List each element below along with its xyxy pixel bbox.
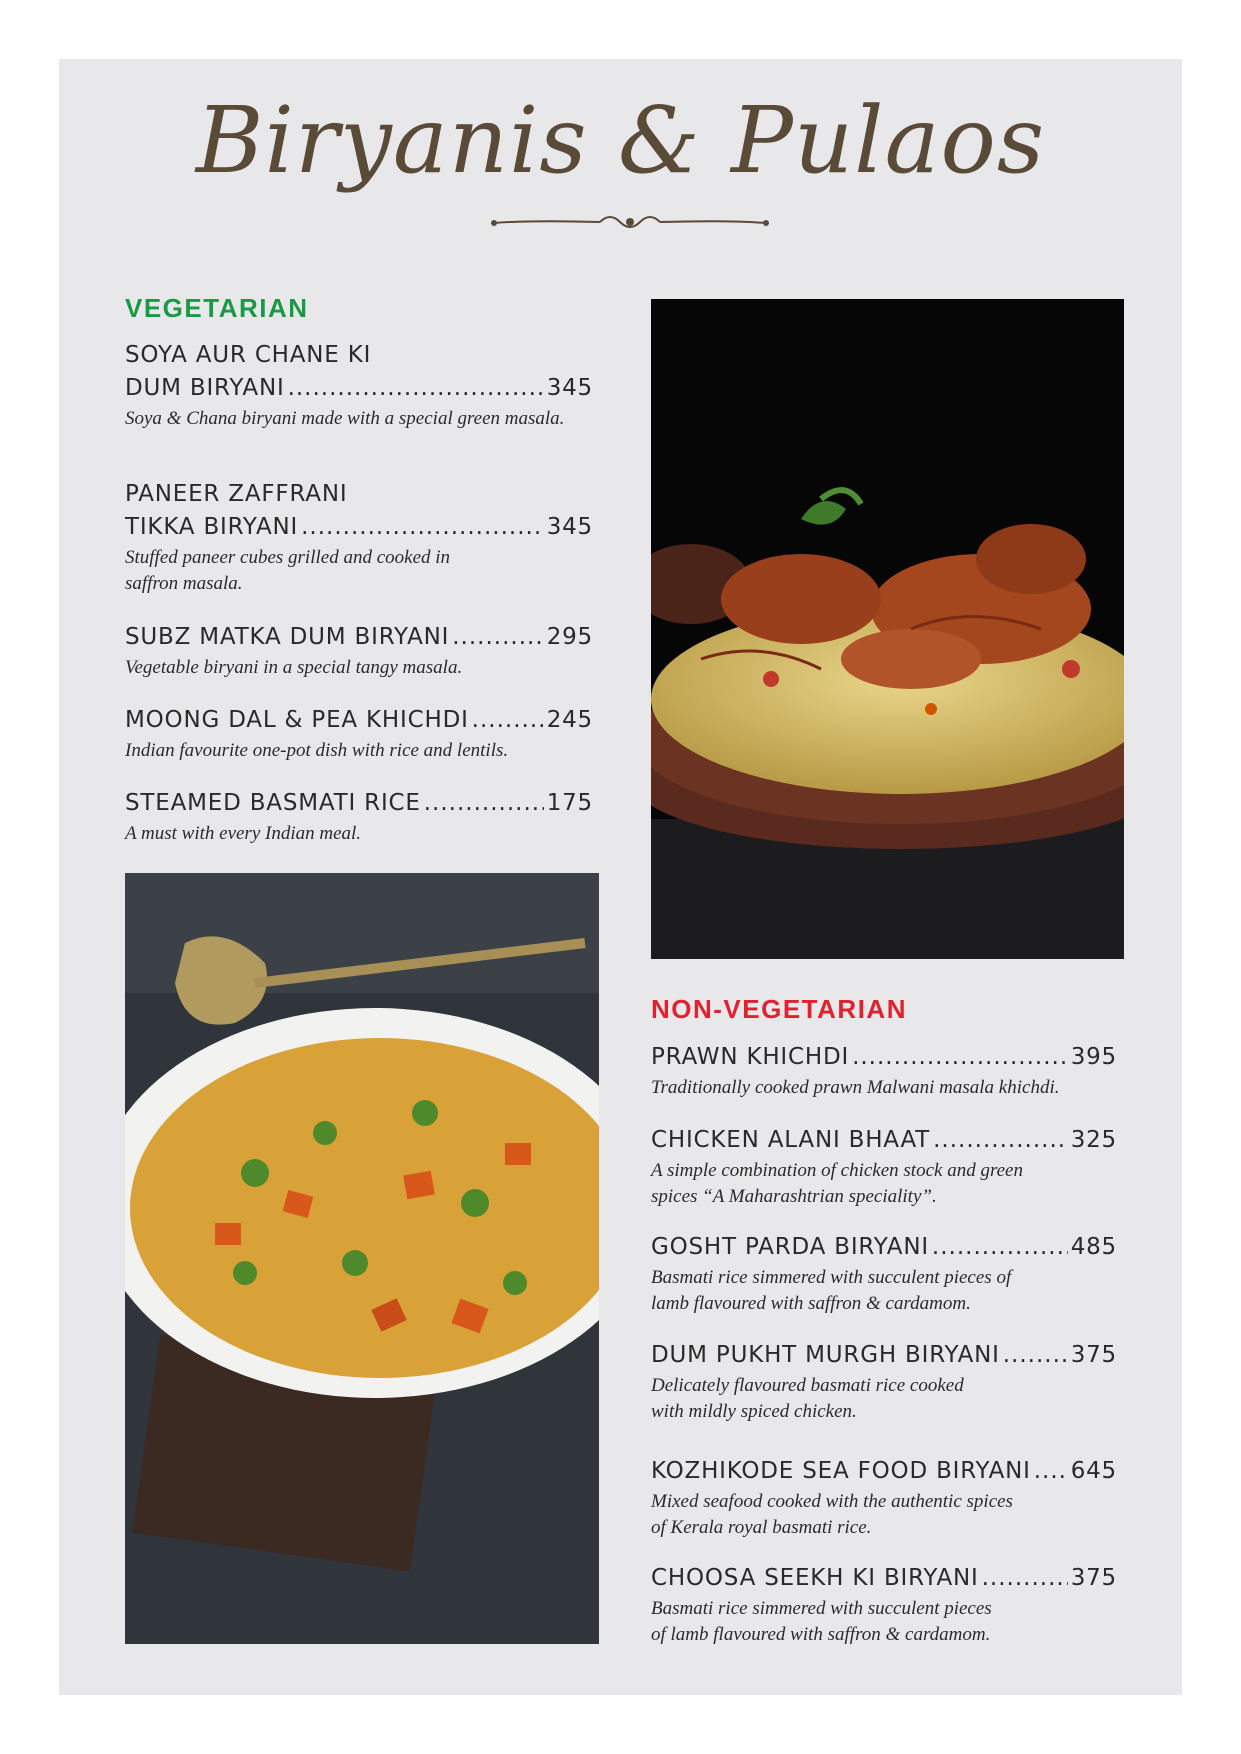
menu-item-steamed-basmati-rice [125, 787, 593, 846]
dot-leader [932, 1231, 1068, 1264]
item-name: SUBZ MATKA DUM BIRYANI [125, 624, 450, 650]
item-description-line2: with mildly spiced chicken. [651, 1401, 857, 1422]
dot-leader [933, 1124, 1068, 1157]
chicken-biryani-photo [651, 299, 1124, 959]
menu-item-soya-aur-chane-ki-dum-biryani [125, 339, 593, 431]
menu-item-choosa-seekh-ki-biryani [651, 1562, 1117, 1647]
item-description: Basmati rice simmered with succulent pieces of [651, 1267, 1012, 1288]
item-name: STEAMED BASMATI RICE [125, 790, 421, 816]
item-description: Soya & Chana biryani made with a special green masala. [125, 408, 565, 429]
item-price: 175 [546, 790, 593, 816]
item-name-row [125, 511, 593, 544]
item-description: A must with every Indian meal. [125, 823, 362, 844]
item-price: 295 [546, 624, 593, 650]
item-name-row [125, 787, 593, 820]
item-description: Delicately flavoured basmati rice cooked [651, 1375, 964, 1396]
item-description-line2: of Kerala royal basmati rice. [651, 1517, 872, 1538]
dot-leader [301, 511, 544, 544]
item-price: 485 [1070, 1234, 1117, 1260]
item-description: Mixed seafood cooked with the authentic spices [651, 1491, 1013, 1512]
page-title: Biryanis & Pulaos [195, 87, 1046, 194]
item-name: MOONG DAL & PEA KHICHDI [125, 707, 469, 733]
item-description-line2: spices “A Maharashtrian speciality”. [651, 1186, 937, 1207]
item-name: KOZHIKODE SEA FOOD BIRYANI [651, 1458, 1031, 1484]
dot-leader [852, 1041, 1068, 1074]
item-description: Vegetable biryani in a special tangy masala. [125, 657, 463, 678]
dot-leader [424, 787, 544, 820]
item-price: 375 [1070, 1565, 1117, 1591]
vegetarian-heading: VEGETARIAN [125, 293, 309, 323]
item-name-row [125, 621, 593, 654]
non-vegetarian-heading: NON-VEGETARIAN [651, 994, 907, 1024]
item-name: CHOOSA SEEKH KI BIRYANI [651, 1565, 979, 1591]
item-name-row [125, 704, 593, 737]
item-price: 345 [546, 375, 593, 401]
menu-item-gosht-parda-biryani [651, 1231, 1117, 1316]
title-block [0, 87, 1241, 194]
item-name-row [651, 1339, 1117, 1372]
menu-item-subz-matka-dum-biryani [125, 621, 593, 680]
menu-item-chicken-alani-bhaat [651, 1124, 1117, 1209]
dot-leader [1003, 1339, 1068, 1372]
title-flourish-ornament [490, 210, 770, 236]
item-name: TIKKA BIRYANI [125, 514, 299, 540]
veg-pulao-photo [125, 873, 599, 1644]
item-name-row [651, 1231, 1117, 1264]
item-name-line: PANEER ZAFFRANI [125, 481, 348, 507]
item-name: CHICKEN ALANI BHAAT [651, 1127, 931, 1153]
item-price: 645 [1070, 1458, 1117, 1484]
menu-item-moong-dal-pea-khichdi [125, 704, 593, 763]
item-price: 245 [546, 707, 593, 733]
dot-leader [472, 704, 544, 737]
dot-leader [288, 372, 544, 405]
item-name: DUM PUKHT MURGH BIRYANI [651, 1342, 1000, 1368]
item-price: 375 [1070, 1342, 1117, 1368]
item-description-line2: of lamb flavoured with saffron & cardamom. [651, 1624, 991, 1645]
item-description: Indian favourite one-pot dish with rice and lentils. [125, 740, 509, 761]
item-name-line: SOYA AUR CHANE KI [125, 342, 372, 368]
item-price: 345 [546, 514, 593, 540]
item-price: 325 [1070, 1127, 1117, 1153]
item-name-row [125, 372, 593, 405]
item-description-line2: saffron masala. [125, 573, 243, 594]
menu-item-prawn-khichdi [651, 1041, 1117, 1100]
item-description-line2: lamb flavoured with saffron & cardamom. [651, 1293, 971, 1314]
item-name: GOSHT PARDA BIRYANI [651, 1234, 929, 1260]
dot-leader [452, 621, 543, 654]
menu-item-dum-pukht-murgh-biryani [651, 1339, 1117, 1424]
item-name-row [651, 1562, 1117, 1595]
item-description: Traditionally cooked prawn Malwani masala khichdi. [651, 1077, 1060, 1098]
menu-item-paneer-zaffrani-tikka-biryani [125, 478, 593, 596]
item-description: A simple combination of chicken stock and green [651, 1160, 1023, 1181]
item-description: Basmati rice simmered with succulent pieces [651, 1598, 992, 1619]
dot-leader [1034, 1455, 1068, 1488]
dot-leader [982, 1562, 1068, 1595]
item-price: 395 [1070, 1044, 1117, 1070]
item-name-row [651, 1455, 1117, 1488]
item-name: PRAWN KHICHDI [651, 1044, 850, 1070]
menu-item-kozhikode-sea-food-biryani [651, 1455, 1117, 1540]
item-name-row [651, 1124, 1117, 1157]
item-description: Stuffed paneer cubes grilled and cooked in [125, 547, 451, 568]
item-name-row [651, 1041, 1117, 1074]
item-name: DUM BIRYANI [125, 375, 285, 401]
